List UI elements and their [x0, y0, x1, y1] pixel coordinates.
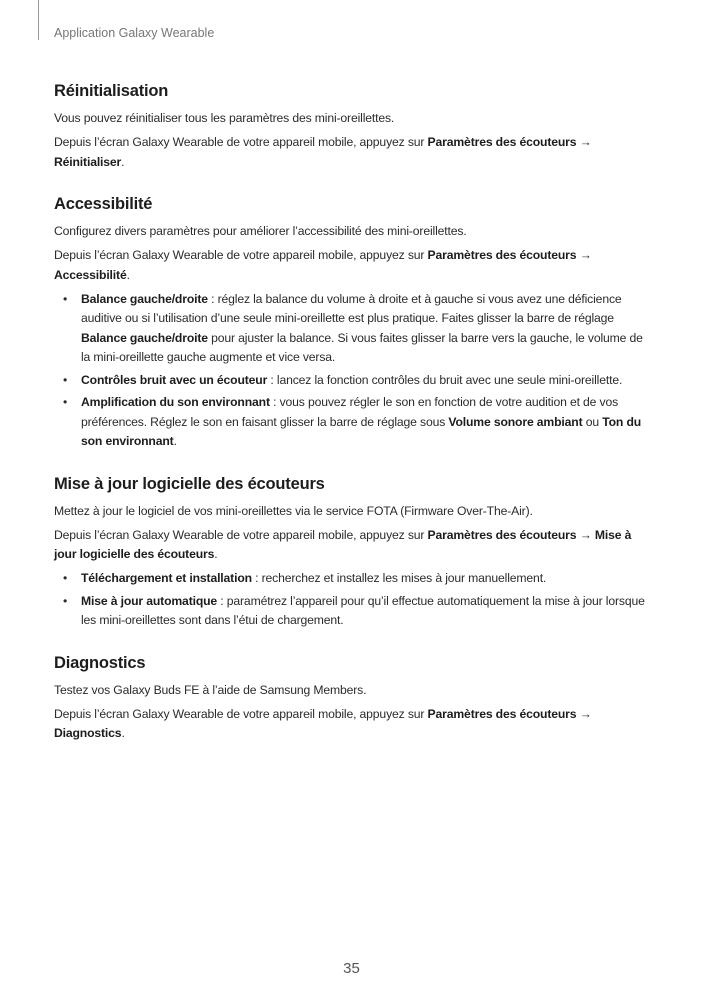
- section-diagnostics: [54, 654, 654, 744]
- page-number: 35: [343, 960, 360, 977]
- menu-path: Paramètres des écouteurs: [427, 135, 577, 149]
- section-title: Réinitialisation: [54, 82, 169, 100]
- paragraph: Testez vos Galaxy Buds FE à l’aide de Samsung Members.: [54, 682, 367, 697]
- list-item: • Mise à jour automatique : paramétrez l’appareil pour qu’il effectue automatiquement la mise à jour lorsque les mini-oreillettes sont dans l’étui de chargement.: [63, 593, 645, 627]
- arrow: →: [576, 135, 592, 149]
- menu-path: Paramètres des écouteurs: [427, 527, 577, 542]
- instruction-paragraph: Depuis l’écran Galaxy Wearable de votre appareil mobile, appuyez sur Paramètres des écouteurs → Accessibilité.: [54, 248, 592, 282]
- bullet-list: [54, 569, 654, 631]
- menu-path: Paramètres des écouteurs: [427, 248, 577, 262]
- menu-path: Mise à jour logicielle des écouteurs: [54, 527, 632, 561]
- bullet: •: [63, 593, 68, 608]
- bullet: •: [63, 372, 68, 387]
- bullet: •: [63, 291, 68, 306]
- instruction-paragraph: Depuis l’écran Galaxy Wearable de votre appareil mobile, appuyez sur Paramètres des écouteurs → Réinitialiser.: [54, 135, 592, 169]
- menu-path: Accessibilité: [54, 267, 127, 282]
- list-item: • Balance gauche/droite : réglez la balance du volume à droite et à gauche si vous avez une déficience auditive ou si l’utilisation d’une seule mini-oreillette est plus pratique. Faites glisser la barre de réglage Balance gauche/droite pour ajuster la balance. Si vous faites glisser la barre vers la gauche, le volume de la mini-oreillette gauche augmente et vice versa.: [63, 291, 643, 364]
- section-mise-a-jour: [54, 475, 654, 631]
- paragraph: Vous pouvez réinitialiser tous les paramètres des mini-oreillettes.: [54, 111, 395, 125]
- main-content: [54, 82, 654, 767]
- list-item: • Téléchargement et installation : recherchez et installez les mises à jour manuellement.: [54, 569, 654, 589]
- section-accessibilite: [54, 195, 654, 452]
- section-title: Accessibilité: [54, 195, 153, 213]
- menu-path: Paramètres des écouteurs: [427, 706, 577, 721]
- instruction-paragraph: Depuis l’écran Galaxy Wearable de votre appareil mobile, appuyez sur Paramètres des écouteurs → Mise à jour logicielle des écouteurs.: [54, 527, 632, 561]
- section-title: Diagnostics: [54, 653, 146, 672]
- bullet-list: [54, 290, 654, 452]
- menu-path: Réinitialiser: [54, 154, 122, 169]
- section-reinitialisation: [54, 82, 654, 172]
- bullet: •: [63, 395, 68, 409]
- menu-path: Diagnostics: [54, 726, 122, 740]
- list-item: • Amplification du son environnant : vous pouvez régler le son en fonction de votre audition et de vos préférences. Réglez le son en faisant glisser la barre de réglage sous Volume sonore ambiant ou Ton du son environnant.: [63, 395, 642, 448]
- arrow: →: [576, 527, 595, 542]
- header-divider: [38, 0, 39, 40]
- bullet: •: [63, 571, 68, 585]
- arrow: →: [576, 706, 592, 721]
- paragraph: Mettez à jour le logiciel de vos mini-oreillettes via le service FOTA (Firmware Over-The-Air).: [54, 503, 533, 518]
- running-header: Application Galaxy Wearable: [54, 26, 215, 40]
- arrow: →: [576, 248, 592, 262]
- instruction-paragraph: Depuis l’écran Galaxy Wearable de votre appareil mobile, appuyez sur Paramètres des écouteurs → Diagnostics.: [54, 706, 592, 740]
- section-title: Mise à jour logicielle des écouteurs: [54, 474, 325, 493]
- list-item: • Contrôles bruit avec un écouteur : lancez la fonction contrôles du bruit avec une seule mini-oreillette.: [54, 371, 654, 391]
- paragraph: Configurez divers paramètres pour améliorer l’accessibilité des mini-oreillettes.: [54, 224, 467, 238]
